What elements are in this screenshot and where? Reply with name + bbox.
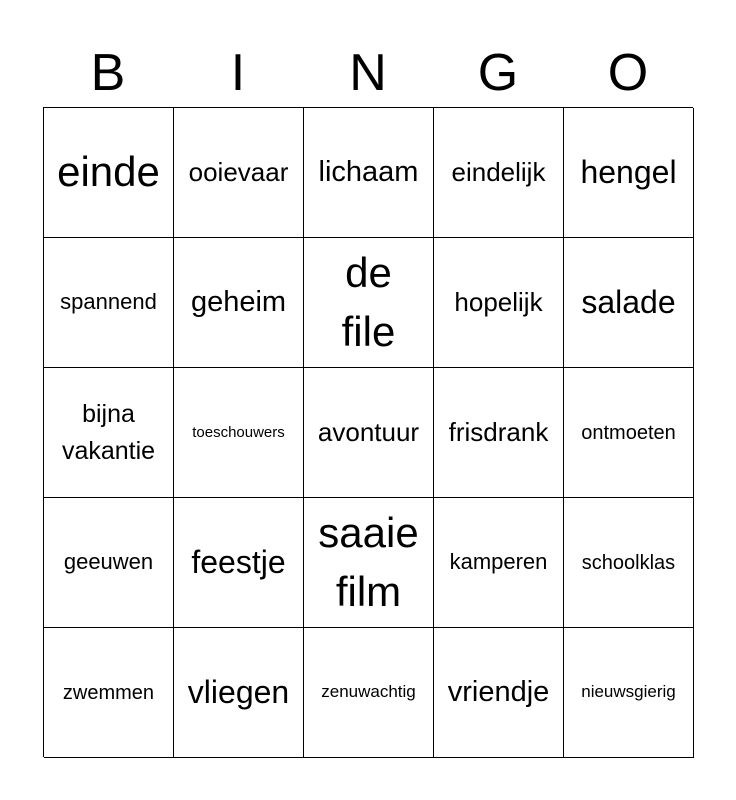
header-letter-g: G xyxy=(477,44,519,102)
bingo-cell xyxy=(44,108,174,238)
bingo-cell xyxy=(434,368,564,498)
cell-text: geeuwen xyxy=(63,549,154,575)
cell-text: spannend xyxy=(60,289,157,315)
cell-text: einde xyxy=(57,148,160,196)
cell-text: frisdrank xyxy=(448,416,549,447)
cell-text: schoolklas xyxy=(581,551,676,574)
cell-text: ontmoeten xyxy=(581,421,676,444)
cell-text: avontuur xyxy=(317,416,420,447)
bingo-header xyxy=(43,40,693,106)
bingo-cell xyxy=(564,368,694,498)
cell-text: vliegen xyxy=(187,674,290,711)
cell-text: nieuwsgierig xyxy=(581,682,676,702)
bingo-cell xyxy=(304,628,434,758)
cell-text: zenuwachtig xyxy=(321,682,416,702)
bingo-cell xyxy=(174,238,304,368)
bingo-cell xyxy=(304,498,434,628)
bingo-cell xyxy=(564,238,694,368)
cell-text: feestje xyxy=(191,544,286,581)
bingo-cell xyxy=(44,368,174,498)
cell-text: ooievaar xyxy=(188,156,289,187)
cell-text: bijna vakantie xyxy=(61,400,156,465)
bingo-cell xyxy=(434,628,564,758)
bingo-cell xyxy=(564,498,694,628)
cell-text: hopelijk xyxy=(454,286,543,317)
bingo-cell xyxy=(304,368,434,498)
header-letter-o: O xyxy=(607,44,649,102)
cell-text: kamperen xyxy=(449,549,548,575)
cell-text: toeschouwers xyxy=(192,423,285,441)
bingo-cell xyxy=(564,628,694,758)
cell-text: salade xyxy=(581,284,676,321)
bingo-cell xyxy=(434,498,564,628)
bingo-cell xyxy=(304,108,434,238)
cell-text: zwemmen xyxy=(62,681,155,704)
cell-text: vriendje xyxy=(447,676,550,709)
bingo-cell xyxy=(174,628,304,758)
bingo-cell xyxy=(304,238,434,368)
bingo-cell xyxy=(434,108,564,238)
bingo-cell xyxy=(174,368,304,498)
cell-text: de file xyxy=(341,248,396,355)
cell-text: eindelijk xyxy=(451,156,546,187)
bingo-cell xyxy=(174,108,304,238)
cell-text: hengel xyxy=(580,154,677,191)
cell-text: lichaam xyxy=(318,156,419,189)
cell-text: saaie film xyxy=(318,508,419,615)
bingo-cell xyxy=(434,238,564,368)
bingo-cell xyxy=(174,498,304,628)
bingo-cell xyxy=(564,108,694,238)
bingo-card-grid xyxy=(43,107,693,757)
bingo-cell xyxy=(44,628,174,758)
bingo-cell xyxy=(44,498,174,628)
bingo-cell xyxy=(44,238,174,368)
cell-text: geheim xyxy=(190,286,287,319)
header-letter-b: B xyxy=(90,44,126,102)
header-letter-i: I xyxy=(230,44,246,102)
header-letter-n: N xyxy=(349,44,387,102)
